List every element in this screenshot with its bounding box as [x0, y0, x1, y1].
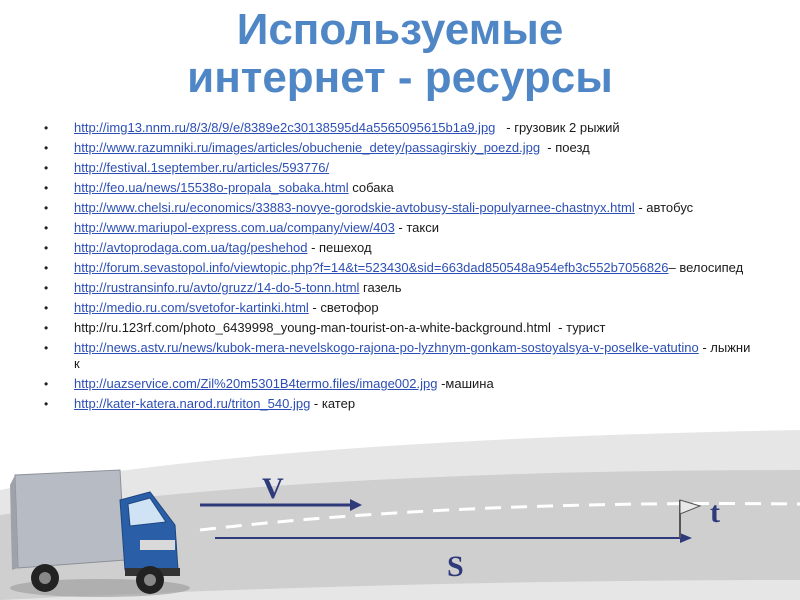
bullet-icon: • [44, 301, 49, 315]
resource-item [44, 120, 754, 136]
resource-link[interactable]: http://forum.sevastopol.info/viewtopic.php?f=14&t=523430&sid=663dad850548a954efb3c552b7056826 [74, 260, 669, 275]
resource-item [44, 260, 754, 276]
resource-link[interactable]: http://avtoprodaga.com.ua/tag/peshehod [74, 240, 308, 255]
resource-item [44, 140, 754, 156]
bullet-icon: • [44, 121, 49, 135]
resource-item [44, 280, 754, 296]
distance-label: S [447, 550, 464, 583]
resource-item [44, 220, 754, 236]
page-title [0, 6, 800, 102]
resource-description: – велосипед [668, 260, 744, 275]
bullet-icon: • [44, 241, 49, 255]
bullet-icon: • [44, 181, 49, 195]
resource-description: - пешеход [307, 240, 372, 255]
resource-description: - поезд [540, 140, 590, 155]
resource-description: - автобус [634, 200, 694, 215]
resource-description: собака [348, 180, 394, 195]
resource-link[interactable]: http://festival.1september.ru/articles/593776/ [74, 160, 330, 175]
velocity-label: V [262, 472, 284, 505]
resource-link[interactable]: http://medio.ru.com/svetofor-kartinki.html [74, 300, 309, 315]
bullet-icon: • [44, 281, 49, 295]
resource-item [44, 320, 754, 336]
resource-link[interactable]: http://www.mariupol-express.com.ua/company/view/403 [74, 220, 395, 235]
resource-description: - лыжник [74, 340, 751, 371]
bullet-icon: • [44, 341, 49, 355]
resource-item [44, 376, 754, 392]
resource-link[interactable]: http://uazservice.com/Zil%20m5301B4termo.files/image002.jpg [74, 376, 438, 391]
resource-item [44, 200, 754, 216]
motion-diagram [0, 430, 800, 600]
resource-description: - грузовик 2 рыжий [495, 120, 620, 135]
resource-description: - светофор [308, 300, 379, 315]
bullet-icon: • [44, 321, 49, 335]
resource-list [44, 120, 754, 416]
bullet-icon: • [44, 397, 49, 411]
resource-item [44, 300, 754, 316]
resource-description: - катер [310, 396, 356, 411]
bullet-icon: • [44, 141, 49, 155]
bullet-icon: • [44, 201, 49, 215]
bullet-icon: • [44, 377, 49, 391]
resource-item [44, 240, 754, 256]
title-line-2: интернет - ресурсы [187, 53, 613, 102]
resource-description: - такси [394, 220, 439, 235]
bullet-icon: • [44, 161, 49, 175]
resource-link[interactable]: http://img13.nnm.ru/8/3/8/9/e/8389e2c30138595d4a5565095615b1a9.jpg [74, 120, 496, 135]
resource-link[interactable]: http://www.chelsi.ru/economics/33883-novye-gorodskie-avtobusy-stali-populyarnee-chastnyx.html [74, 200, 635, 215]
resource-item [44, 180, 754, 196]
title-line-1: Используемые [236, 5, 564, 54]
resource-link[interactable]: http://kater-katera.narod.ru/triton_540.jpg [74, 396, 311, 411]
resource-description: - турист [550, 320, 606, 335]
resource-link[interactable]: http://rustransinfo.ru/avto/gruzz/14-do-5-tonn.html [74, 280, 360, 295]
resource-description: газель [359, 280, 402, 295]
resource-item [44, 396, 754, 412]
resource-link[interactable]: http://feo.ua/news/15538o-propala_sobaka.html [74, 180, 349, 195]
time-label: t [710, 496, 720, 529]
bullet-icon: • [44, 221, 49, 235]
resource-link[interactable]: http://news.astv.ru/news/kubok-mera-nevelskogo-rajona-po-lyzhnym-gonkam-sostoyalsya-v-poselke-vatutino [74, 340, 699, 355]
bullet-icon: • [44, 261, 49, 275]
resource-url-text: http://ru.123rf.com/photo_6439998_young-man-tourist-on-a-white-background.html [74, 320, 551, 335]
resource-description: -машина [437, 376, 494, 391]
resource-item [44, 160, 754, 176]
resource-item [44, 340, 754, 372]
resource-link[interactable]: http://www.razumniki.ru/images/articles/obuchenie_detey/passagirskiy_poezd.jpg [74, 140, 541, 155]
